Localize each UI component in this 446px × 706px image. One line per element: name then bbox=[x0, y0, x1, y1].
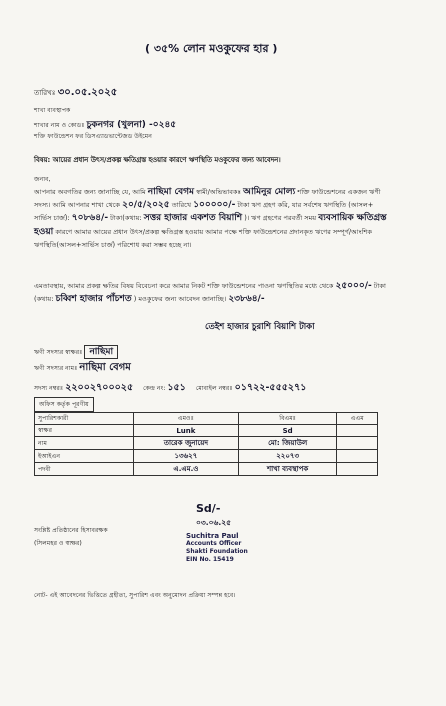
bm-signature: Sd bbox=[238, 425, 337, 437]
p1-text-e: টাকা ঋণ গ্রহণ করি, যার সর্বশেষ ঋণস্থিতি (আসল+ সার্ভিস চার্জ): bbox=[34, 201, 374, 223]
branch-label: শাখার নাম ও কোডঃ bbox=[34, 122, 85, 129]
center-label: কেন্দ্র নং: bbox=[143, 385, 166, 392]
table-row bbox=[35, 450, 378, 463]
recipient-line3: শক্তি ফাউন্ডেশন ফর ডিসএ্যাডভান্টেজড উইমেন bbox=[34, 133, 152, 140]
guardian-name: আমিনুর মোল্য bbox=[243, 187, 296, 197]
row-label: নাম bbox=[35, 437, 134, 450]
p1-text-d: তারিখে bbox=[171, 201, 192, 210]
applicant-ids-row bbox=[34, 381, 306, 396]
footer-note: নোট- এই আবেদনের ভিত্তিতে গ্রহীতা, সুপারিশ এবং অনুমোদন প্রক্রিয়া সম্পন্ন হবে। bbox=[34, 592, 236, 599]
loss-cause: ব্যবসায়িক ক্ষতিগ্রস্ত হওয়া bbox=[34, 213, 387, 237]
outstanding-balance: ৭০৮৬৪/- bbox=[71, 213, 109, 224]
date-row bbox=[34, 85, 117, 102]
subject: বিষয়: আয়ের প্রধান উৎস/প্রকল্প ক্ষতিগ্রস্ত হওয়ার কারণে ঋণস্থিতি মওকুফের জন্য আবেদন। bbox=[34, 156, 281, 164]
accounts-sign-date: ০৩.০৬.২৫ bbox=[196, 518, 231, 527]
applicant-name-label: ঋণী সদস্যর নামঃ bbox=[34, 365, 78, 372]
date-value: ৩০.০৫.২০২৫ bbox=[57, 87, 118, 98]
member-number: ২২০০২৭০০০২৫ bbox=[65, 382, 134, 393]
applicant-name-inline: নাছিমা বেগম bbox=[147, 187, 195, 197]
branch-value: চুকনগর (খুলনা) -০২৪৫ bbox=[86, 120, 177, 130]
stamp-ein: EIN No. 15419 bbox=[186, 556, 234, 563]
salutation: জনাব, bbox=[34, 176, 51, 183]
loan-date: ২০/৫/২০২৫ bbox=[122, 200, 170, 211]
table-header-cell: এমওঃ bbox=[134, 413, 239, 425]
header-title: ( ৩৫% লোন মওকুফের হার ) bbox=[145, 42, 278, 55]
p2-text-b: টাকা (কথায়: bbox=[34, 282, 386, 304]
mo-name: তারেক জুনায়েদ bbox=[134, 437, 239, 450]
stamp-org: Shakti Foundation bbox=[186, 548, 248, 555]
p1-text-g: )। ঋণ গ্রহণের পরবর্তী সময় bbox=[244, 214, 317, 223]
applicant-sign-label: ঋণী সদস্যর স্বাক্ষরঃ bbox=[34, 349, 83, 356]
waiver-remaining-note: ২৩৮৬৪/- bbox=[228, 294, 265, 305]
row-label: পদবী bbox=[35, 463, 134, 476]
mobile-label: মোবাইল নম্বরঃ bbox=[195, 385, 233, 392]
bm-ein: ২২০৭৩ bbox=[238, 450, 337, 463]
table-row bbox=[35, 463, 378, 476]
table-row bbox=[35, 425, 378, 437]
mo-designation: এ.এম.ও bbox=[134, 463, 239, 476]
waiver-extra-words: তেইশ হাজার চুরাশি বিয়াশি টাকা bbox=[205, 322, 315, 332]
recipient-line2 bbox=[34, 117, 176, 132]
table-header-cell: বিএমঃ bbox=[238, 413, 337, 425]
p1-text-f: টাকা(কথায়: bbox=[110, 214, 142, 223]
table-header-row bbox=[35, 413, 378, 425]
mo-ein: ১৩৬২৭ bbox=[134, 450, 239, 463]
am-ein bbox=[337, 450, 378, 463]
applicant-name: নাছিমা বেগম bbox=[79, 362, 131, 373]
accounts-label: সংশ্লিষ্ট প্রতিষ্ঠানের হিসাবরক্ষক bbox=[34, 527, 108, 534]
body-paragraph-1 bbox=[34, 186, 389, 252]
row-label: স্বাক্ষর bbox=[35, 425, 134, 437]
am-designation bbox=[337, 463, 378, 476]
body-paragraph-2 bbox=[34, 280, 389, 306]
waiver-in-words: চব্বিশ হাজার পাঁচশত bbox=[55, 294, 132, 305]
p2-text-a: এমতাবস্থায়, আমার প্রকল্প ক্ষতির বিষয় বিবেচনা করে আমার নিকট শক্তি ফাউন্ডেশনের পাওনা ঋণস্থিতির মধ্যে থেকে bbox=[34, 282, 334, 290]
bm-name: মো: জিয়াউল bbox=[238, 437, 337, 450]
mobile-number: ০১৭২২-৫৫৫২৭১ bbox=[234, 382, 307, 393]
p1-text-a: আপনার অবগতির জন্য জানাচ্ছি যে, আমি bbox=[34, 188, 146, 196]
accounts-seal-label: (সিলমহর ও স্বাক্ষর) bbox=[34, 540, 82, 547]
recommendation-table bbox=[34, 412, 378, 476]
p2-text-c: ) মওকুফের জন্য আবেদন জানাচ্ছি। bbox=[133, 295, 227, 304]
table-row bbox=[35, 437, 378, 450]
stamp-name: Suchitra Paul bbox=[186, 532, 239, 540]
mo-signature: Lunk bbox=[134, 425, 239, 437]
loan-amount: ১০০০০০/- bbox=[193, 200, 236, 211]
p1-text-b: স্বামী/অভিভাবকঃ bbox=[196, 188, 241, 196]
accounts-stamp bbox=[186, 532, 248, 564]
applicant-sign-row bbox=[34, 344, 118, 359]
p1-text-c: শক্তি ফাউন্ডেশনের একজন ঋণী সদস্য। আমি আপনার শাখা থেকে bbox=[34, 188, 381, 210]
balance-in-words: সত্তর হাজার একশত বিয়াশি bbox=[143, 213, 243, 224]
center-number: ১৫১ bbox=[167, 382, 186, 393]
applicant-signature: নাছিমা bbox=[84, 345, 118, 359]
waiver-amount: ২৫০০০/- bbox=[335, 281, 372, 291]
recipient-line1: শাখা ব্যবস্থাপক bbox=[34, 107, 71, 114]
p1-text-h: কারণে আমার আয়ের প্রধান উৎস/প্রকল্প ক্ষতিগ্রস্ত হওয়ায় আমার পক্ষে শক্তি ফাউন্ডেশনের প্রদানকৃত ঋণের সম্পূর্ণ/আংশিক ঋণস্থিতি(আসল+সার্ভিস চার্জ) পরিশোধ করা সম্ভব হচ্ছে না। bbox=[34, 227, 373, 249]
am-signature bbox=[337, 425, 378, 437]
applicant-name-row bbox=[34, 360, 131, 377]
bm-designation: শাখা ব্যবস্থাপক bbox=[238, 463, 337, 476]
table-header-cell: সুপারিশকারী bbox=[35, 413, 134, 425]
office-use-label: অফিস কর্তৃক পূরণীয় bbox=[34, 397, 94, 412]
am-name bbox=[337, 437, 378, 450]
row-label: ইআইএন bbox=[35, 450, 134, 463]
stamp-role: Accounts Officer bbox=[186, 540, 242, 547]
date-label: তারিখঃ bbox=[34, 89, 56, 97]
table-header-cell: এএম bbox=[337, 413, 378, 425]
accounts-signature: Sd/- bbox=[196, 502, 221, 515]
member-label: সদস্য নম্বরঃ bbox=[34, 385, 64, 392]
